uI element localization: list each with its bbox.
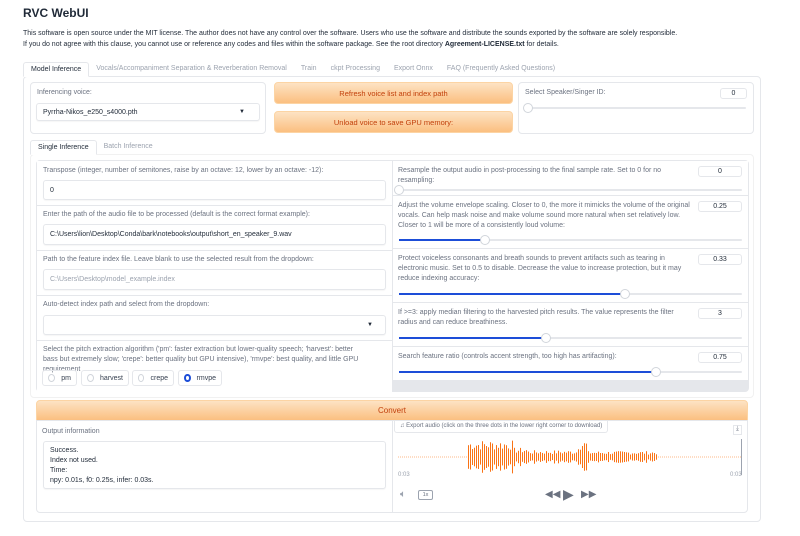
tab-faq[interactable]: FAQ (Frequently Asked Questions) [446, 65, 556, 72]
radio-label: harvest [100, 374, 123, 382]
waveform-bar [574, 453, 575, 460]
waveform-bar [618, 451, 619, 463]
waveform-bar [548, 453, 549, 461]
waveform-bar [492, 443, 493, 470]
waveform-bar [598, 452, 599, 463]
volume-icon[interactable]: 🔈︎ [400, 489, 406, 500]
slider-row [393, 347, 748, 381]
waveform-bar [500, 443, 501, 470]
slider-value-input[interactable]: 3 [698, 308, 742, 319]
time-current: 0:03 [398, 472, 410, 478]
waveform-bar [644, 454, 645, 461]
slider-thumb[interactable] [523, 103, 533, 113]
transpose-row [37, 161, 392, 206]
radio-circle [87, 374, 94, 382]
license-file: Agreement-LICENSE.txt [444, 41, 525, 48]
waveform-bar [490, 442, 491, 472]
waveform-bar [482, 441, 483, 473]
waveform-bar [628, 453, 629, 462]
app-title: RVC WebUI [23, 6, 89, 20]
waveform-bar [498, 448, 499, 466]
waveform-bar [612, 454, 613, 461]
skip-backward-icon[interactable]: ◀◀ [545, 489, 561, 500]
waveform-bar [582, 446, 583, 468]
waveform-bar [642, 452, 643, 462]
waveform-bar [566, 453, 567, 462]
tab-model-inference[interactable]: Model Inference [23, 62, 89, 77]
license-line-1: This software is open source under the MIT license. The author does not have any control over the software. Users who use the software and distribute the sounds exported by the software are solely responsible. [23, 30, 678, 37]
waveform-bar [550, 453, 551, 461]
index-path-input[interactable]: C:\Users\Desktop\model_example.index [43, 269, 386, 290]
auto-index-row [37, 296, 392, 341]
waveform-bar [616, 452, 617, 463]
radio-label: crepe [150, 374, 168, 382]
waveform-bar [626, 452, 627, 461]
waveform-bar [636, 454, 637, 460]
tab-ckpt[interactable]: ckpt Processing [330, 65, 380, 72]
auto-index-dropdown[interactable] [43, 315, 386, 335]
waveform-bar [518, 451, 519, 463]
waveform-bar [608, 452, 609, 462]
slider-thumb[interactable] [620, 289, 630, 299]
slider-fill [399, 293, 625, 295]
waveform-bar [540, 452, 541, 462]
waveform-bar [606, 454, 607, 460]
chevron-down-icon: ▼ [367, 322, 373, 328]
output-textbox[interactable]: Success. Index not used. Time: npy: 0.01s, f0: 0.25s, infer: 0.03s. [43, 441, 386, 489]
playback-speed-button[interactable]: 1x [418, 490, 433, 500]
waveform-bar [476, 446, 477, 469]
pitch-label: Select the pitch extraction algorithm ('pm': faster extraction but lower-quality speech; 'harvest': better bass but extremely slow; 'crepe': better quality but GPU intensive), 'rmvpe': best quality, and little GPU requirement [43, 346, 359, 373]
waveform-bar [620, 451, 621, 462]
speaker-slider[interactable] [528, 107, 746, 109]
audio-path-input[interactable]: C:\Users\lion\Desktop\Conda\bark\notebooks\output\short_en_speaker_9.wav [43, 224, 386, 245]
waveform-bar [562, 453, 563, 460]
license-text-end: for details. [524, 41, 559, 48]
voice-dropdown[interactable] [36, 103, 260, 121]
waveform-bar [564, 452, 565, 462]
radio-circle [138, 374, 144, 382]
waveform-bar [638, 453, 639, 461]
auto-index-label: Auto-detect index path and select from the dropdown: [43, 301, 210, 308]
radio-label: pm [61, 374, 71, 382]
audio-path-label: Enter the path of the audio file to be processed (default is the correct format example): [43, 211, 310, 218]
waveform-bar [526, 450, 527, 464]
waveform-bar [472, 449, 473, 465]
slider-thumb[interactable] [394, 185, 404, 195]
waveform-bar [514, 448, 515, 466]
download-icon[interactable]: ⤓ [733, 425, 742, 435]
waveform-bar [474, 448, 475, 467]
speaker-label: Select Speaker/Singer ID: [525, 89, 606, 96]
waveform-bar [610, 454, 611, 460]
waveform-bar [470, 444, 471, 469]
waveform-bar [478, 445, 479, 469]
index-path-label: Path to the feature index file. Leave blank to use the selected result from the dropdown: [43, 256, 314, 263]
play-icon[interactable]: ▶ [563, 486, 574, 502]
slider-fill [399, 371, 656, 373]
tab-export-onnx[interactable]: Export Onnx [393, 65, 433, 72]
waveform-bar [506, 445, 507, 469]
slider-track[interactable] [399, 189, 742, 191]
waveform-bar [596, 453, 597, 461]
slider-thumb[interactable] [651, 367, 661, 377]
waveform-bar [646, 451, 647, 463]
waveform-bar [504, 444, 505, 469]
output-label: Output information [42, 428, 100, 435]
slider-fill [399, 337, 546, 339]
radio-crepe[interactable] [132, 370, 174, 386]
waveform-bar [522, 452, 523, 462]
slider-fill [399, 239, 485, 241]
transpose-input[interactable]: 0 [43, 180, 386, 200]
waveform-bar [544, 454, 545, 461]
license-text: If you do not agree with this clause, you cannot use or reference any codes and files within the software package. See the root directory [23, 41, 445, 48]
tab-batch-inference[interactable]: Batch Inference [103, 143, 153, 150]
waveform-bar [634, 453, 635, 460]
waveform-bar [632, 453, 633, 460]
slider-label: If >=3: apply median filtering to the harvested pitch results. The value represents the filter radius and can reduce breathiness. [398, 309, 674, 326]
waveform-bar [512, 441, 513, 474]
slider-thumb[interactable] [541, 333, 551, 343]
slider-track[interactable] [399, 337, 742, 339]
waveform-bar [584, 443, 585, 470]
slider-label: Resample the output audio in post-processing to the final sample rate. Set to 0 for no resampling: [398, 167, 662, 184]
tab-train[interactable]: Train [300, 65, 317, 72]
slider-label: Protect voiceless consonants and breath sounds to prevent artifacts such as tearing in electronic music. Set to 0.5 to disable. Decrease the value to increase protection, but it may reduce indexing accuracy: [398, 255, 682, 282]
slider-row [393, 303, 748, 347]
waveform-bar [614, 452, 615, 462]
slider-value-input[interactable]: 0.25 [698, 201, 742, 212]
waveform-bar [502, 449, 503, 466]
radio-harvest[interactable] [81, 370, 129, 386]
waveform-bar [508, 448, 509, 465]
audio-label [394, 421, 608, 433]
waveform-bar [516, 453, 517, 462]
license-line-2 [23, 41, 559, 48]
slider-label: Search feature ratio (controls accent strength, too high has artifacting): [398, 353, 617, 360]
radio-pm[interactable] [42, 370, 77, 386]
slider-thumb[interactable] [480, 235, 490, 245]
time-total: 0:03 [730, 472, 742, 478]
waveform-bar [488, 447, 489, 466]
waveform-bar [536, 452, 537, 461]
main-tabs [23, 62, 562, 77]
voice-label: Inferencing voice: [37, 89, 92, 96]
waveform-bar [552, 454, 553, 460]
slider-track[interactable] [399, 239, 742, 241]
transpose-label: Transpose (integer, number of semitones, raise by an octave: 12, lower by an octave: -12): [43, 167, 324, 174]
waveform-bar [532, 454, 533, 461]
waveform-bar [546, 451, 547, 463]
waveform-bar [580, 450, 581, 465]
waveform-bar [602, 453, 603, 461]
waveform-bar [630, 455, 631, 460]
waveform-bar [530, 453, 531, 461]
waveform-bar [570, 452, 571, 463]
convert-button[interactable]: Convert [36, 400, 748, 421]
waveform-bar [576, 452, 577, 461]
slider-value-input[interactable]: 0.33 [698, 254, 742, 265]
waveform-bar [586, 444, 587, 471]
slider-row [393, 249, 748, 303]
radio-circle-selected [184, 374, 191, 382]
voice-value: Pyrrha-Nikos_e250_s4000.pth [43, 108, 138, 116]
audio-path-row [37, 206, 392, 251]
speaker-input[interactable]: 0 [720, 88, 747, 99]
waveform-bar [484, 444, 485, 470]
waveform-bar [600, 453, 601, 461]
speaker-box [518, 82, 754, 134]
unload-button[interactable]: Unload voice to save GPU memory: [274, 111, 513, 133]
slider-value-input[interactable]: 0 [698, 166, 742, 177]
tab-single-inference[interactable]: Single Inference [30, 140, 97, 155]
playhead [741, 439, 742, 475]
index-path-row [37, 251, 392, 296]
voice-box [30, 82, 266, 134]
radio-rmvpe[interactable] [178, 370, 222, 386]
waveform-bar [592, 453, 593, 461]
waveform-bar [590, 453, 591, 460]
waveform-bar [486, 446, 487, 468]
waveform-bar [528, 452, 529, 463]
waveform-bar [524, 451, 525, 463]
radio-label: rmvpe [196, 374, 216, 382]
waveform-bar [468, 445, 469, 469]
waveform-bar [652, 453, 653, 462]
waveform-bar [578, 449, 579, 464]
waveform-bar [572, 454, 573, 461]
waveform-bar [538, 453, 539, 460]
waveform-bar [594, 453, 595, 461]
waveform-bar [560, 452, 561, 461]
slider-track[interactable] [399, 293, 742, 295]
refresh-button[interactable]: Refresh voice list and index path [274, 82, 513, 104]
waveform-bar [640, 452, 641, 462]
slider-label: Adjust the volume envelope scaling. Closer to 0, the more it mimicks the volume of the original vocals. Can help mask noise and make volume sound more natural when set relatively low. Closer to 1 will be more of a consistently loud volume: [398, 202, 690, 229]
waveform-bar [654, 453, 655, 461]
slider-value-input[interactable]: 0.75 [698, 352, 742, 363]
slider-row [393, 161, 748, 196]
waveform-bar [520, 448, 521, 466]
waveform-bar [542, 453, 543, 461]
waveform-bar [480, 449, 481, 464]
audio-label-text: Export audio (click on the three dots in the lower right corner to download) [406, 423, 603, 429]
chevron-down-icon: ▼ [239, 109, 245, 115]
waveform-bar [496, 445, 497, 469]
waveform-bar [568, 451, 569, 463]
waveform-bar [494, 449, 495, 464]
waveform-bar [624, 452, 625, 462]
waveform-bar [588, 451, 589, 463]
radio-circle [48, 374, 55, 382]
waveform-bar [558, 451, 559, 464]
waveform-bar [650, 453, 651, 460]
slider-track[interactable] [399, 371, 742, 373]
waveform-bar [622, 452, 623, 463]
waveform-bar [648, 455, 649, 460]
waveform-bar [554, 451, 555, 464]
skip-forward-icon[interactable]: ▶▶ [581, 489, 597, 500]
waveform-bar [556, 453, 557, 460]
slider-row [393, 196, 748, 249]
tab-separation[interactable]: Vocals/Accompaniment Separation & Reverberation Removal [96, 65, 287, 72]
waveform-bar [604, 454, 605, 461]
waveform-bar [534, 450, 535, 463]
waveform-bar [510, 450, 511, 465]
waveform[interactable] [398, 439, 744, 479]
music-icon: ♫ [400, 423, 407, 429]
waveform-bar [656, 454, 657, 459]
